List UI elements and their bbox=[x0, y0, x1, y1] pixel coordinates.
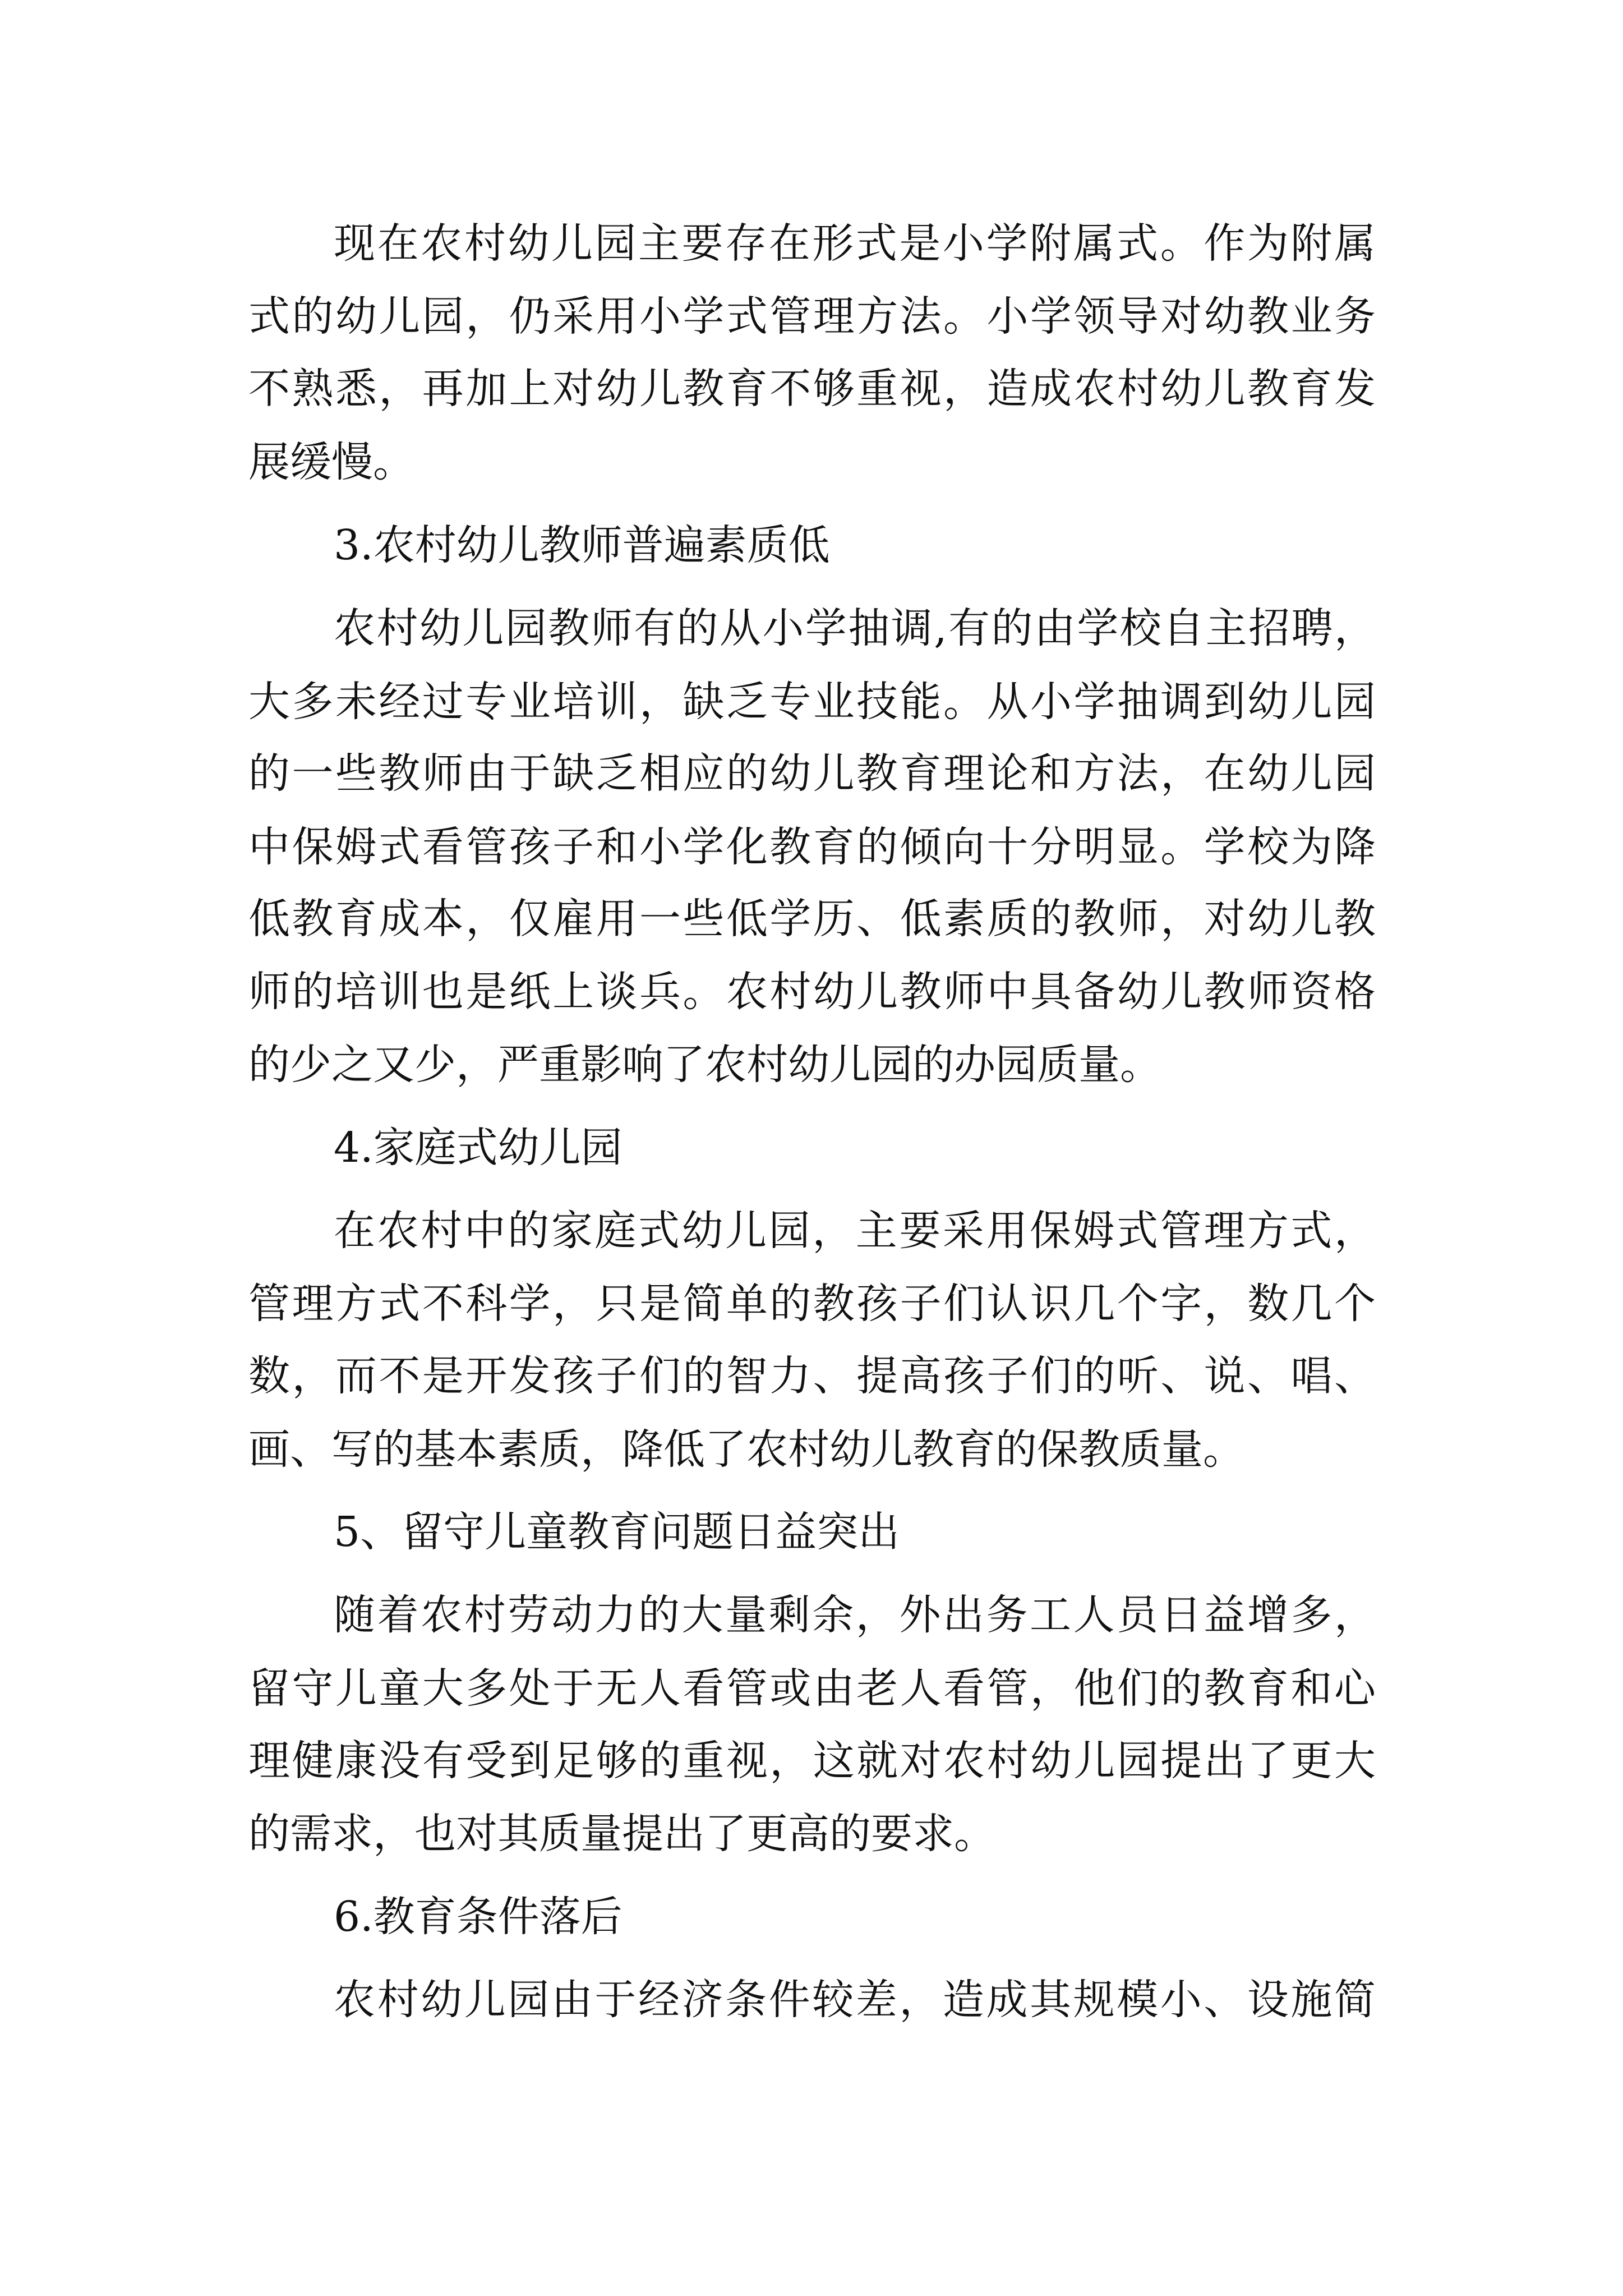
paragraph-line: 展缓慢。 bbox=[248, 438, 414, 486]
paragraph-line: 理健康没有受到足够的重视，这就对农村幼儿园提出了更大 bbox=[248, 1737, 1376, 1785]
paragraph-line: 中保姆式看管孩子和小学化教育的倾向十分明显。学校为降 bbox=[248, 823, 1376, 871]
paragraph-line: 的一些教师由于缺乏相应的幼儿教育理论和方法，在幼儿园 bbox=[248, 749, 1376, 798]
paragraph-line: 画、写的基本素质，降低了农村幼儿教育的保教质量。 bbox=[248, 1425, 1244, 1474]
paragraph-line: 大多未经过专业培训，缺乏专业技能。从小学抽调到幼儿园 bbox=[248, 678, 1376, 726]
paragraph-line: 随着农村劳动力的大量剩余，外出务工人员日益增多， bbox=[334, 1591, 1376, 1639]
section-heading: 4.家庭式幼儿园 bbox=[334, 1124, 623, 1172]
paragraph-line: 低教育成本，仅雇用一些低学历、低素质的教师，对幼儿教 bbox=[248, 895, 1376, 943]
paragraph-line: 留守儿童大多处于无人看管或由老人看管，他们的教育和心 bbox=[248, 1664, 1376, 1713]
paragraph-line: 式的幼儿园，仍采用小学式管理方法。小学领导对幼教业务 bbox=[248, 292, 1376, 341]
section-heading: 6.教育条件落后 bbox=[334, 1893, 623, 1941]
section-heading: 5、留守儿童教育问题日益突出 bbox=[334, 1508, 900, 1556]
paragraph-line: 的需求，也对其质量提出了更高的要求。 bbox=[248, 1810, 995, 1858]
paragraph-line: 管理方式不科学，只是简单的教孩子们认识几个字，数几个 bbox=[248, 1280, 1376, 1328]
paragraph-line: 农村幼儿园教师有的从小学抽调,有的由学校自主招聘， bbox=[334, 604, 1376, 652]
paragraph-line: 师的培训也是纸上谈兵。农村幼儿教师中具备幼儿教师资格 bbox=[248, 968, 1376, 1016]
paragraph-line: 的少之又少，严重影响了农村幼儿园的办园质量。 bbox=[248, 1041, 1161, 1089]
paragraph-line: 现在农村幼儿园主要存在形式是小学附属式。作为附属 bbox=[334, 219, 1376, 268]
section-heading: 3.农村幼儿教师普遍素质低 bbox=[334, 521, 830, 569]
paragraph-line: 不熟悉，再加上对幼儿教育不够重视，造成农村幼儿教育发 bbox=[248, 365, 1376, 413]
paragraph-line: 农村幼儿园由于经济条件较差，造成其规模小、设施简 bbox=[334, 1976, 1376, 2024]
paragraph-line: 数，而不是开发孩子们的智力、提高孩子们的听、说、唱、 bbox=[248, 1352, 1376, 1400]
paragraph-line: 在农村中的家庭式幼儿园，主要采用保姆式管理方式， bbox=[334, 1207, 1376, 1255]
